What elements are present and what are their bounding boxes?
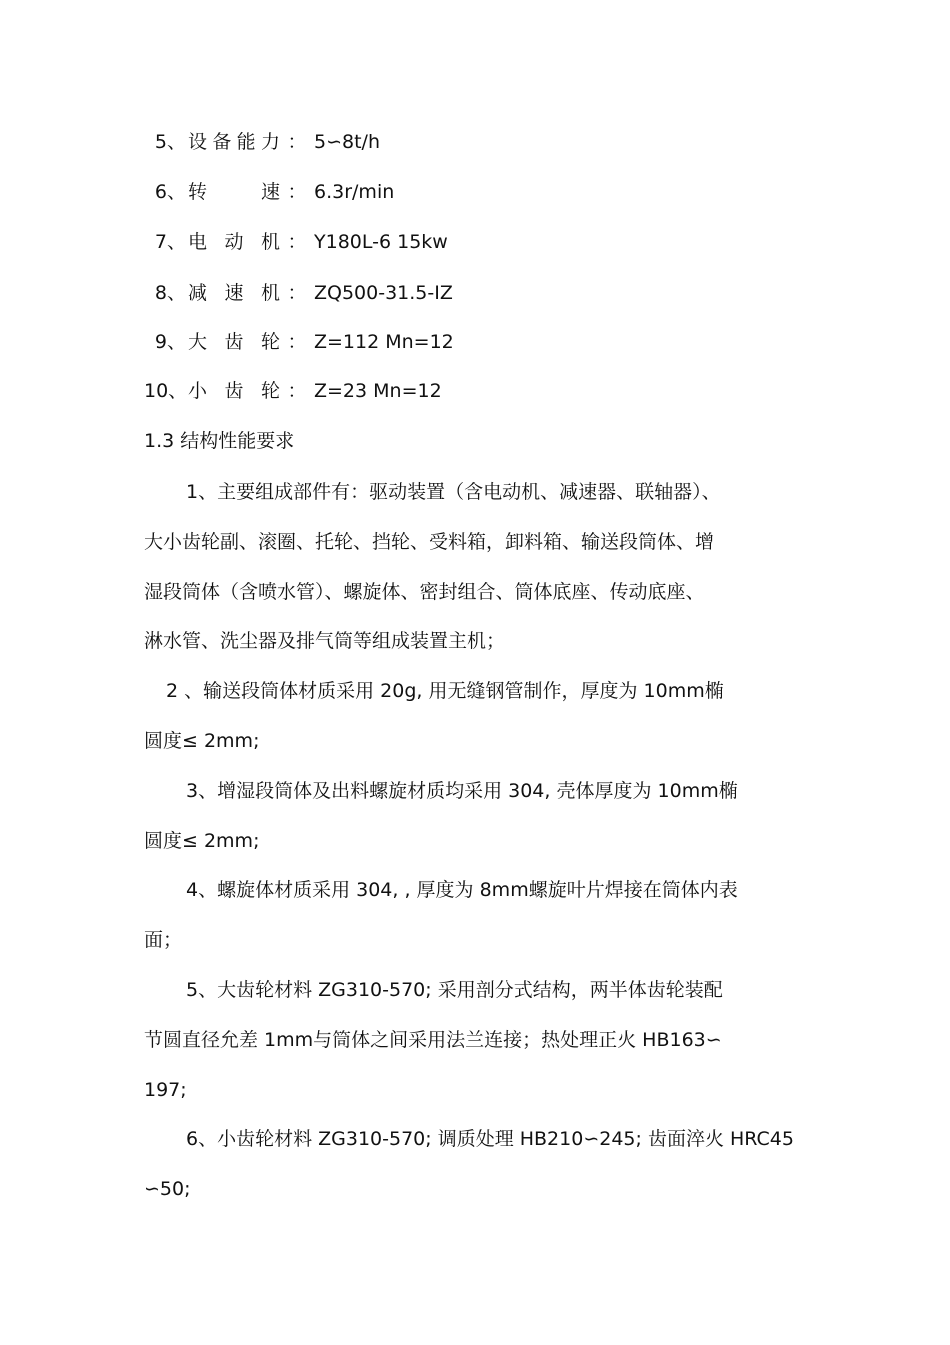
- spec-row: [144, 281, 453, 305]
- body-line: 淋水管、洗尘器及排气筒等组成装置主机；: [144, 630, 506, 652]
- spec-row: [144, 130, 380, 154]
- body-line: 4、螺旋体材质采用 304, , 厚度为 8mm螺旋叶片焊接在筒体内表: [186, 879, 738, 901]
- spec-number: 7、: [154, 231, 186, 253]
- body-line: 3、增湿段筒体及出料螺旋材质均采用 304, 壳体厚度为 10mm椭: [186, 780, 738, 802]
- spec-value: 5∽8t/h: [314, 131, 380, 153]
- spec-value: ZQ500-31.5-IZ: [314, 282, 453, 304]
- spec-label: 设备能力: [188, 131, 280, 153]
- spec-separator: ：: [287, 331, 307, 353]
- body-line: 197;: [144, 1079, 187, 1101]
- body-line: 1、主要组成部件有：驱动装置（含电动机、减速器、联轴器）、: [186, 481, 721, 503]
- section-heading: 1.3 结构性能要求: [144, 430, 295, 452]
- spec-value: Y180L-6 15kw: [314, 231, 448, 253]
- spec-row: [144, 379, 442, 403]
- spec-label: 减速机: [188, 282, 280, 304]
- body-line: 大小齿轮副、滚圈、托轮、挡轮、受料箱，卸料箱、输送段筒体、增: [144, 531, 715, 553]
- body-line: 节圆直径允差 1mm与筒体之间采用法兰连接；热处理正火 HB163∽: [144, 1029, 722, 1051]
- spec-separator: ：: [287, 181, 307, 203]
- spec-row: [144, 230, 448, 254]
- spec-row: [144, 330, 454, 354]
- body-line: 面；: [144, 929, 183, 951]
- body-line: ∽50;: [144, 1178, 191, 1200]
- body-line: 6、小齿轮材料 ZG310-570; 调质处理 HB210∽245; 齿面淬火 HRC45: [186, 1128, 794, 1150]
- body-line: 湿段筒体（含喷水管）、螺旋体、密封组合、筒体底座、传动底座、: [144, 581, 705, 603]
- spec-separator: ：: [287, 231, 307, 253]
- spec-number: 5、: [154, 131, 186, 153]
- spec-value: Z=112 Mn=12: [314, 331, 454, 353]
- body-line: 2 、输送段筒体材质采用 20g, 用无缝钢管制作，厚度为 10mm椭: [166, 680, 724, 702]
- spec-number: 6、: [154, 181, 186, 203]
- spec-label: 电动机: [188, 231, 280, 253]
- spec-separator: ：: [287, 131, 307, 153]
- spec-label: 小齿轮: [188, 380, 280, 402]
- spec-number: 8、: [154, 282, 186, 304]
- spec-separator: ：: [287, 282, 307, 304]
- spec-row: [144, 180, 394, 204]
- body-line: 圆度≤ 2mm;: [144, 730, 260, 752]
- spec-value: 6.3r/min: [314, 181, 395, 203]
- spec-value: Z=23 Mn=12: [314, 380, 442, 402]
- body-line: 5、大齿轮材料 ZG310-570; 采用剖分式结构，两半体齿轮装配: [186, 979, 723, 1001]
- spec-label: 转 速: [188, 181, 280, 203]
- body-line: 圆度≤ 2mm;: [144, 830, 260, 852]
- spec-label: 大齿轮: [188, 331, 280, 353]
- spec-separator: ：: [287, 380, 307, 402]
- spec-number: 9、: [154, 331, 186, 353]
- spec-number: 10、: [144, 380, 188, 402]
